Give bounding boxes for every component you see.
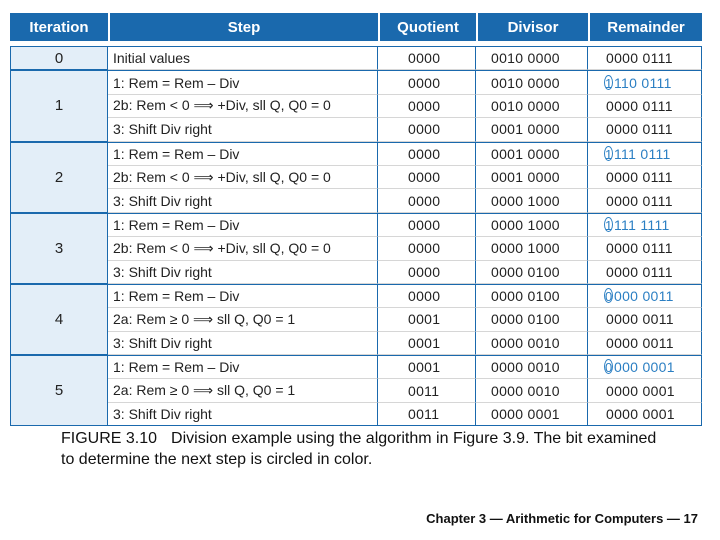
header-remainder: Remainder (588, 13, 702, 46)
table-row (10, 166, 702, 189)
table-row (10, 355, 702, 379)
divisor-cell: 0000 1000 (476, 189, 588, 212)
remainder-cell: 0000 0111 (588, 261, 702, 284)
remainder-cell (588, 142, 702, 166)
divisor-cell: 0010 0000 (476, 70, 588, 94)
divisor-cell: 0000 0100 (476, 261, 588, 284)
iteration-cell: 5 (10, 355, 108, 426)
step-cell: 2a: Rem ≥ 0 ⟹ sll Q, Q0 = 1 (108, 308, 378, 331)
quotient-cell: 0000 (378, 237, 476, 260)
divisor-cell: 0001 0000 (476, 118, 588, 141)
table-header-row (10, 13, 702, 46)
table-row (10, 95, 702, 118)
divisor-cell: 0000 1000 (476, 213, 588, 237)
step-cell: 1: Rem = Rem – Div (108, 284, 378, 308)
table-row (10, 403, 702, 426)
remainder-value: 110 0111 (614, 74, 672, 91)
page-footer: Chapter 3 — Arithmetic for Computers — 17 (426, 511, 698, 526)
remainder-cell: 0000 0111 (588, 46, 702, 70)
divisor-cell: 0000 0010 (476, 379, 588, 402)
figure-caption-text: Division example using the algorithm in Figure 3.9. The bit examined to determine the next step is circled in color. (61, 430, 657, 468)
circled-bit: 1 (605, 217, 613, 233)
quotient-cell: 0000 (378, 95, 476, 118)
circled-bit: 1 (605, 75, 613, 91)
remainder-cell: 0000 0111 (588, 118, 702, 141)
step-cell: 1: Rem = Rem – Div (108, 355, 378, 379)
step-cell: 1: Rem = Rem – Div (108, 213, 378, 237)
header-step: Step (108, 13, 378, 46)
iteration-cell: 3 (10, 213, 108, 284)
step-cell: 2b: Rem < 0 ⟹ +Div, sll Q, Q0 = 0 (108, 237, 378, 260)
header-divisor: Divisor (476, 13, 588, 46)
step-cell: 3: Shift Div right (108, 403, 378, 426)
remainder-cell (588, 70, 702, 94)
quotient-cell: 0011 (378, 403, 476, 426)
header-iteration: Iteration (10, 13, 108, 46)
divisor-cell: 0001 0000 (476, 142, 588, 166)
step-cell: 1: Rem = Rem – Div (108, 70, 378, 94)
remainder-cell: 0000 0111 (588, 237, 702, 260)
quotient-cell: 0000 (378, 118, 476, 141)
table-row (10, 284, 702, 308)
step-cell: 2b: Rem < 0 ⟹ +Div, sll Q, Q0 = 0 (108, 95, 378, 118)
table-body (10, 46, 702, 426)
divisor-cell: 0010 0000 (476, 95, 588, 118)
circled-bit: 1 (605, 146, 613, 162)
remainder-cell (588, 355, 702, 379)
header-quotient: Quotient (378, 13, 476, 46)
step-cell: 2b: Rem < 0 ⟹ +Div, sll Q, Q0 = 0 (108, 166, 378, 189)
divisor-cell: 0000 0100 (476, 284, 588, 308)
remainder-value: 000 0001 (614, 359, 675, 376)
quotient-cell: 0000 (378, 70, 476, 94)
step-cell: 3: Shift Div right (108, 189, 378, 212)
quotient-cell: 0001 (378, 332, 476, 355)
quotient-cell: 0000 (378, 142, 476, 166)
step-cell: Initial values (108, 46, 378, 70)
divisor-cell: 0000 0010 (476, 355, 588, 379)
table-row (10, 261, 702, 284)
divisor-cell: 0000 0100 (476, 308, 588, 331)
quotient-cell: 0000 (378, 213, 476, 237)
remainder-cell: 0000 0001 (588, 403, 702, 426)
remainder-value: 111 0111 (614, 145, 671, 162)
remainder-cell: 0000 0011 (588, 308, 702, 331)
figure-number: FIGURE 3.10 (61, 430, 158, 447)
divisor-cell: 0000 0010 (476, 332, 588, 355)
step-cell: 3: Shift Div right (108, 332, 378, 355)
remainder-cell: 0000 0111 (588, 166, 702, 189)
quotient-cell: 0000 (378, 261, 476, 284)
divisor-cell: 0001 0000 (476, 166, 588, 189)
figure-caption (61, 428, 661, 470)
table-row (10, 118, 702, 141)
table-row (10, 142, 702, 166)
circled-bit: 0 (605, 289, 613, 305)
iteration-cell: 4 (10, 284, 108, 355)
iteration-cell: 2 (10, 142, 108, 213)
table-row (10, 70, 702, 94)
remainder-cell (588, 213, 702, 237)
table-row (10, 308, 702, 331)
step-cell: 2a: Rem ≥ 0 ⟹ sll Q, Q0 = 1 (108, 379, 378, 402)
remainder-value: 000 0011 (614, 288, 674, 305)
quotient-cell: 0011 (378, 379, 476, 402)
iteration-cell: 0 (10, 46, 108, 70)
divisor-cell: 0000 0001 (476, 403, 588, 426)
table-row (10, 46, 702, 70)
remainder-cell: 0000 0001 (588, 379, 702, 402)
iteration-cell: 1 (10, 70, 108, 141)
remainder-cell (588, 284, 702, 308)
division-table (10, 13, 702, 426)
quotient-cell: 0001 (378, 355, 476, 379)
circled-bit: 0 (605, 360, 613, 376)
table-row (10, 332, 702, 355)
table-row (10, 213, 702, 237)
quotient-cell: 0000 (378, 46, 476, 70)
divisor-cell: 0010 0000 (476, 46, 588, 70)
remainder-value: 111 1111 (614, 216, 670, 233)
remainder-cell: 0000 0111 (588, 189, 702, 212)
step-cell: 3: Shift Div right (108, 261, 378, 284)
quotient-cell: 0000 (378, 166, 476, 189)
table-row (10, 189, 702, 212)
quotient-cell: 0001 (378, 308, 476, 331)
table-row (10, 379, 702, 402)
divisor-cell: 0000 1000 (476, 237, 588, 260)
quotient-cell: 0000 (378, 284, 476, 308)
table-row (10, 237, 702, 260)
quotient-cell: 0000 (378, 189, 476, 212)
remainder-cell: 0000 0111 (588, 95, 702, 118)
step-cell: 3: Shift Div right (108, 118, 378, 141)
step-cell: 1: Rem = Rem – Div (108, 142, 378, 166)
remainder-cell: 0000 0011 (588, 332, 702, 355)
